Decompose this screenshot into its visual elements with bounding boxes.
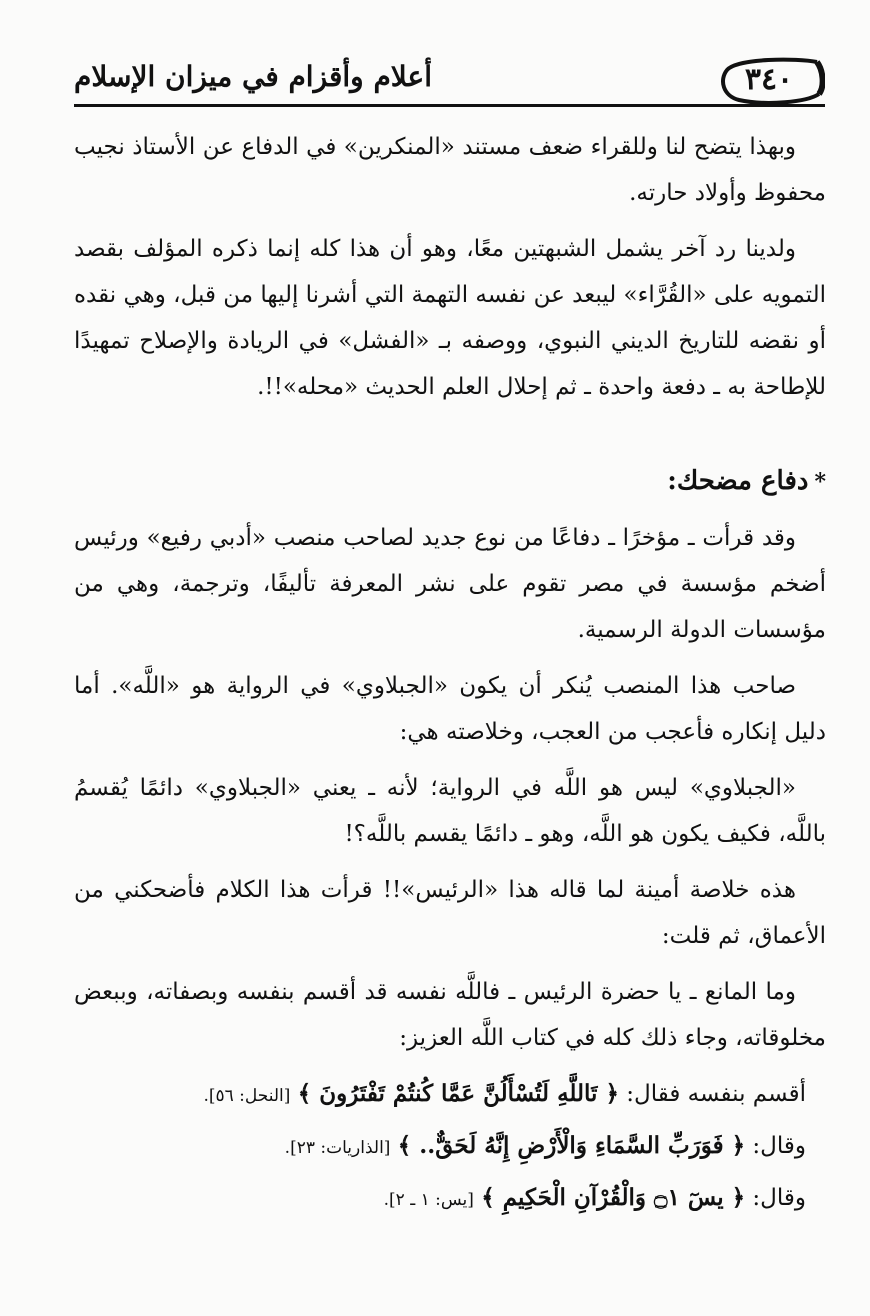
page-number-frame bbox=[717, 56, 825, 106]
paragraph: «الجبلاوي» ليس هو اللَّه في الرواية؛ لأنه ـ يعني «الجبلاوي» دائمًا يُقسمُ باللَّه، فكيف يكون هو اللَّه، وهو ـ دائمًا يقسم باللَّه؟! bbox=[74, 775, 826, 847]
page-body bbox=[74, 124, 826, 1227]
page-number: ٣٤٠ bbox=[744, 62, 794, 97]
quran-verse: ﴿ يسٓ ۝١ وَالْقُرْآنِ الْحَكِيمِ ﴾ bbox=[481, 1184, 746, 1211]
quran-citation bbox=[74, 1123, 826, 1171]
section-heading-text: دفاع مضحك: bbox=[667, 466, 809, 496]
paragraph: هذه خلاصة أمينة لما قاله هذا «الرئيس»!! قرأت هذا الكلام فأضحكني من الأعماق، ثم قلت: bbox=[74, 877, 826, 949]
quran-citation bbox=[74, 1071, 826, 1119]
running-title: أعلام وأقزام في ميزان الإسلام bbox=[74, 60, 432, 93]
paragraph: وبهذا يتضح لنا وللقراء ضعف مستند «المنكرين» في الدفاع عن الأستاذ نجيب محفوظ وأولاد حارته. bbox=[74, 134, 826, 206]
paragraph: وقد قرأت ـ مؤخرًا ـ دفاعًا من نوع جديد لصاحب منصب «أدبي رفيع» ورئيس أضخم مؤسسة في مصر تقوم على نشر المعرفة تأليفًا، وترجمة، وهي من مؤسسات الدولة الرسمية. bbox=[74, 525, 826, 643]
spacer bbox=[74, 420, 826, 458]
citation-intro: أقسم بنفسه فقال: bbox=[626, 1081, 806, 1107]
verse-reference: [الذاريات: ٢٣]. bbox=[284, 1138, 391, 1158]
citation-intro: وقال: bbox=[752, 1133, 806, 1159]
paragraph: ولدينا رد آخر يشمل الشبهتين معًا، وهو أن هذا كله إنما ذكره المؤلف بقصد التمويه على «القُرَّاء» ليبعد عن نفسه التهمة التي أشرنا إليها من قبل، وهي نقده أو نقضه للتاريخ الديني النبوي، ووصفه بـ «الفشل» في الريادة والإصلاح تمهيدًا للإطاحة به ـ دفعة واحدة ـ ثم إحلال العلم الحديث «محله»!!. bbox=[73, 236, 826, 400]
quran-verse: ﴿ فَوَرَبِّ السَّمَاءِ وَالْأَرْضِ إِنَّهُ لَحَقٌّ.. ﴾ bbox=[397, 1132, 746, 1159]
citation-intro: وقال: bbox=[752, 1185, 806, 1211]
asterisk-icon: * bbox=[814, 469, 826, 495]
section-heading bbox=[74, 458, 826, 505]
quran-citation bbox=[74, 1175, 826, 1223]
verse-reference: [النحل: ٥٦]. bbox=[203, 1086, 291, 1106]
verse-reference: [يس: ١ ـ ٢]. bbox=[383, 1190, 474, 1210]
paragraph: وما المانع ـ يا حضرة الرئيس ـ فاللَّه نفسه قد أقسم بنفسه وبصفاته، وببعض مخلوقاته، وجاء ذلك كله في كتاب اللَّه العزيز: bbox=[74, 979, 826, 1051]
header-rule bbox=[74, 104, 825, 107]
page-header bbox=[74, 56, 825, 110]
quran-verse: ﴿ تَاللَّهِ لَتُسْأَلُنَّ عَمَّا كُنتُمْ تَفْتَرُونَ ﴾ bbox=[297, 1080, 619, 1107]
paragraph: صاحب هذا المنصب يُنكر أن يكون «الجبلاوي» في الرواية هو «اللَّه». أما دليل إنكاره فأعجب من العجب، وخلاصته هي: bbox=[74, 673, 826, 745]
